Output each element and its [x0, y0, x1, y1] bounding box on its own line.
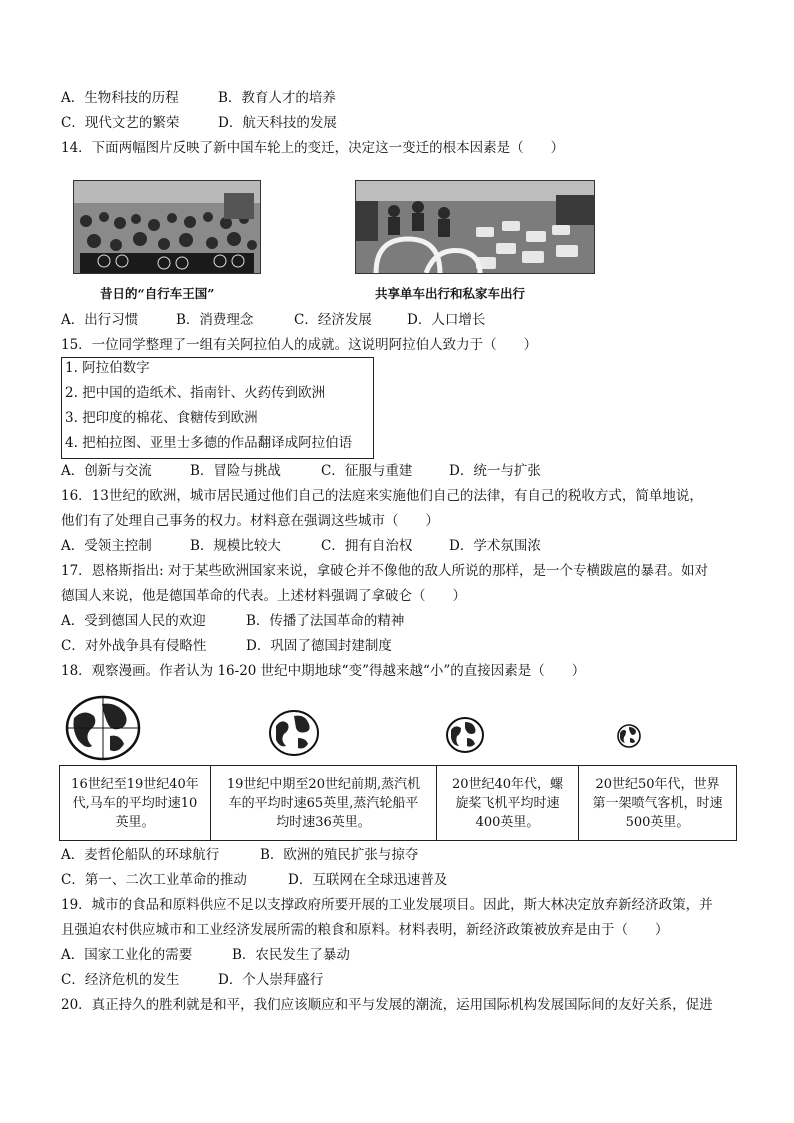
- q16-option-a[interactable]: A．受领主控制: [61, 538, 152, 554]
- q13-option-d[interactable]: D．航天科技的发展: [218, 115, 337, 131]
- q14-option-c[interactable]: C．经济发展: [294, 312, 372, 328]
- q19-option-d[interactable]: D．个人崇拜盛行: [218, 972, 324, 988]
- q14-option-a[interactable]: A．出行习惯: [61, 312, 139, 328]
- cell-line: 代,马车的平均时速10: [72, 795, 198, 811]
- globe-icon: [64, 694, 142, 762]
- q15-item: 1. 阿拉伯数字: [65, 360, 150, 376]
- q14-stem: 14．下面两幅图片反映了新中国车轮上的变迁，决定这一变迁的根本因素是（ ）: [61, 140, 565, 156]
- q14-option-d[interactable]: D．人口增长: [407, 312, 486, 328]
- bicycle-crowd-image: [74, 181, 260, 273]
- q14-option-b[interactable]: B．消费理念: [176, 312, 254, 328]
- speed-cell-propeller: [437, 766, 579, 841]
- q16-option-c[interactable]: C．拥有自治权: [321, 538, 413, 554]
- cell-line: 英里。: [115, 814, 155, 830]
- q16-stem-line2: 他们有了处理自己事务的权力。材料意在强调这些城市（ ）: [61, 513, 439, 529]
- speed-cell-carriage: [60, 766, 211, 841]
- q19-stem-line1: 19．城市的食品和原料供应不足以支撑政府所要开展的工业发展项目。因此，斯大林决定放弃新经济政策，并: [61, 897, 713, 913]
- globe-icon: [616, 723, 642, 749]
- q18-option-c[interactable]: C．第一、二次工业革命的推动: [61, 872, 247, 888]
- globe-icon: [445, 716, 485, 754]
- cell-line: 20世纪50年代，世界: [595, 776, 720, 792]
- speed-cell-steam: [211, 766, 437, 841]
- q15-item: 4. 把柏拉图、亚里士多德的作品翻译成阿拉伯语: [65, 435, 353, 451]
- cell-line: 16世纪至19世纪40年: [71, 776, 199, 792]
- q20-stem-line1: 20．真正持久的胜利就是和平，我们应该顺应和平与发展的潮流，运用国际机构发展国际间的友好关系，促进: [61, 997, 713, 1013]
- q16-stem-line1: 16．13世纪的欧洲，城市居民通过他们自己的法庭来实施他们自己的法律，有自己的税收方式，简单地说，: [61, 488, 703, 504]
- q19-option-a[interactable]: A．国家工业化的需要: [61, 947, 193, 963]
- q18-option-b[interactable]: B．欧洲的殖民扩张与掠夺: [260, 847, 419, 863]
- q17-option-b[interactable]: B．传播了法国革命的精神: [246, 613, 405, 629]
- globe-icon: [268, 708, 320, 758]
- cell-line: 均时速36英里。: [276, 814, 371, 830]
- q17-option-c[interactable]: C．对外战争具有侵略性: [61, 638, 207, 654]
- q15-materials-box: [61, 357, 374, 459]
- q13-option-a[interactable]: A．生物科技的历程: [61, 90, 179, 106]
- shared-bike-traffic-image: [356, 181, 594, 273]
- q15-option-a[interactable]: A．创新与交流: [61, 463, 152, 479]
- q13-option-b[interactable]: B．教育人才的培养: [218, 90, 336, 106]
- q16-option-b[interactable]: B．规模比较大: [190, 538, 281, 554]
- q19-stem-line2: 且强迫农村供应城市和工业经济发展所需的粮食和原料。材料表明，新经济政策被放弃是由于（ ）: [61, 922, 669, 938]
- cell-line: 第一架喷气客机，时速: [592, 795, 723, 811]
- q18-stem: 18．观察漫画。作者认为 16-20 世纪中期地球“变”得越来越“小”的直接因素是（ ）: [61, 663, 586, 679]
- q15-item: 2. 把中国的造纸术、指南针、火药传到欧洲: [65, 385, 326, 401]
- q17-option-d[interactable]: D．巩固了德国封建制度: [246, 638, 392, 654]
- q16-option-d[interactable]: D．学术氛围浓: [449, 538, 541, 554]
- q19-option-b[interactable]: B．农民发生了暴动: [232, 947, 350, 963]
- q15-stem: 15．一位同学整理了一组有关阿拉伯人的成就。这说明阿拉伯人致力于（ ）: [61, 337, 538, 353]
- cell-line: 20世纪40年代，螺: [451, 776, 564, 792]
- cell-line: 车的平均时速65英里,蒸汽轮船平: [228, 795, 419, 811]
- photo-shared-bike-traffic: [355, 180, 595, 274]
- q18-speed-table: [59, 765, 737, 841]
- photo-bicycle-crowd: [73, 180, 261, 274]
- q19-option-c[interactable]: C．经济危机的发生: [61, 972, 180, 988]
- q17-stem-line2: 德国人来说，他是德国革命的代表。上述材料强调了拿破仑（ ）: [61, 588, 466, 604]
- q15-item: 3. 把印度的棉花、食糖传到欧洲: [65, 410, 258, 426]
- cell-line: 旋桨飞机平均时速: [455, 795, 560, 811]
- q15-option-c[interactable]: C．征服与重建: [321, 463, 413, 479]
- q13-option-c[interactable]: C．现代文艺的繁荣: [61, 115, 180, 131]
- cell-line: 19世纪中期至20世纪前期,蒸汽机: [226, 776, 421, 792]
- q17-option-a[interactable]: A．受到德国人民的欢迎: [61, 613, 206, 629]
- speed-cell-jet: [579, 766, 737, 841]
- caption-left: 昔日的“自行车王国”: [100, 286, 215, 301]
- cell-line: 400英里。: [475, 814, 540, 830]
- q17-stem-line1: 17．恩格斯指出: 对于某些欧洲国家来说，拿破仑并不像他的敌人所说的那样，是一个专横跋扈的暴君。如对: [61, 563, 709, 579]
- q15-option-d[interactable]: D．统一与扩张: [449, 463, 541, 479]
- caption-right: 共享单车出行和私家车出行: [375, 286, 526, 301]
- q18-option-a[interactable]: A．麦哲伦船队的环球航行: [61, 847, 220, 863]
- cell-line: 500英里。: [625, 814, 690, 830]
- q18-option-d[interactable]: D．互联网在全球迅速普及: [288, 872, 448, 888]
- q15-option-b[interactable]: B．冒险与挑战: [190, 463, 281, 479]
